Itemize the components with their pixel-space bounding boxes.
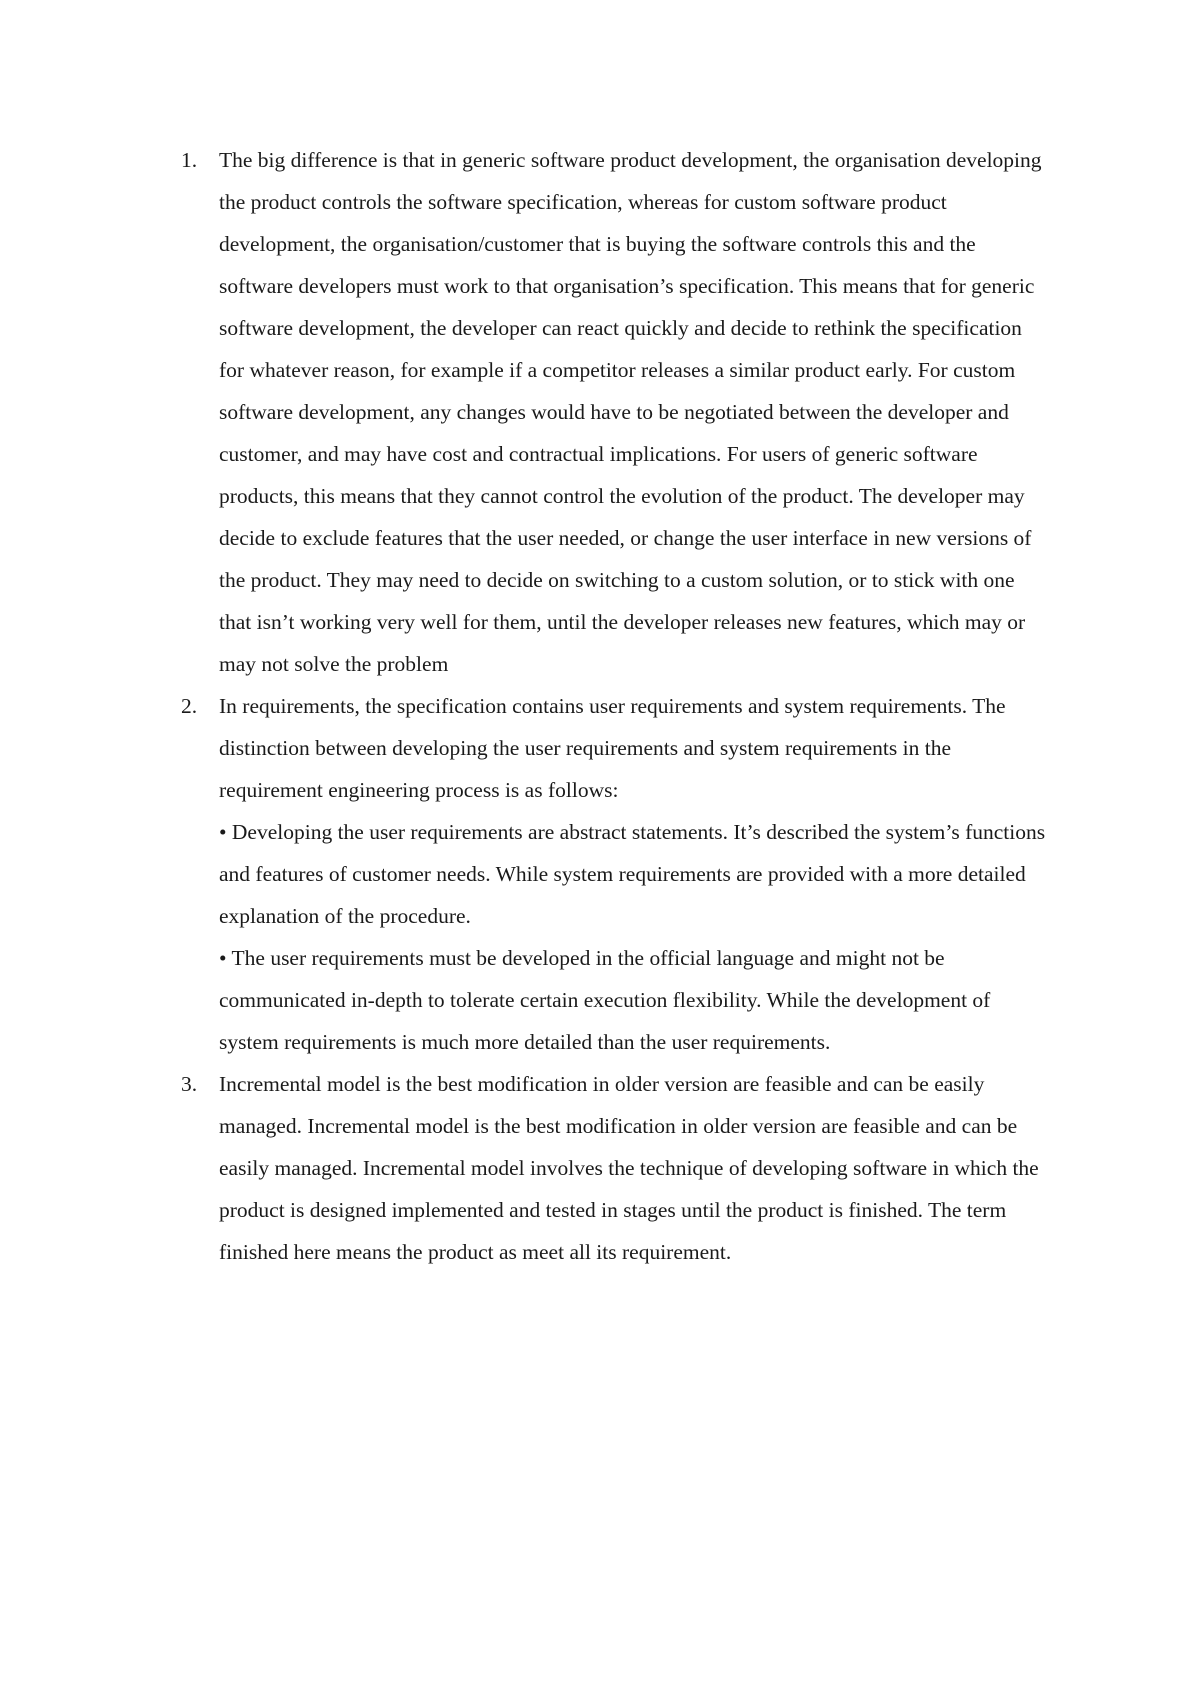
list-item-number: 3. <box>181 1072 198 1096</box>
bullet-text: • The user requirements must be developed in the official language and might not be communicated in-depth to tolerate certain execution flexibility. While the development of system requirements is much more detailed than the user requirements. <box>219 946 991 1054</box>
list-item-number: 2. <box>181 694 198 718</box>
paragraph-text: The big difference is that in generic software product development, the organisation developing the product controls the software specification, whereas for custom software product development, the organisation/customer that is buying the software controls this and the software developers must work to that organisation’s specification. This means that for generic software development, the developer can react quickly and decide to rethink the specification for whatever reason, for example if a competitor releases a similar product early. For custom software development, any changes would have to be negotiated between the developer and customer, and may have cost and contractual implications. For users of generic software products, this means that they cannot control the evolution of the product. The developer may decide to exclude features that the user needed, or change the user interface in new versions of the product. They may need to decide on switching to a custom solution, or to stick with one that isn’t working very well for them, until the developer releases new features, which may or may not solve the problem <box>219 148 1042 676</box>
list-item-1 <box>0 139 1200 685</box>
numbered-list <box>0 139 1200 1273</box>
list-item-3 <box>0 1063 1200 1273</box>
list-item-paragraph <box>219 685 1050 811</box>
list-item-paragraph <box>219 139 1050 685</box>
bullet-paragraph <box>219 937 1050 1063</box>
list-item-paragraph <box>219 1063 1050 1273</box>
bullet-paragraph <box>219 811 1050 937</box>
paragraph-text: In requirements, the specification contains user requirements and system requirements. The distinction between developing the user requirements and system requirements in the requirement engineering process is as follows: <box>219 694 1006 802</box>
list-item-2 <box>0 685 1200 1063</box>
bullet-text: • Developing the user requirements are abstract statements. It’s described the system’s functions and features of customer needs. While system requirements are provided with a more detailed explanation of the procedure. <box>219 820 1046 928</box>
paragraph-text: Incremental model is the best modification in older version are feasible and can be easily managed. Incremental model is the best modification in older version are feasible and can be easily managed. Incremental model involves the technique of developing software in which the product is designed implemented and tested in stages until the product is finished. The term finished here means the product as meet all its requirement. <box>219 1072 1039 1264</box>
list-item-number: 1. <box>181 148 198 172</box>
